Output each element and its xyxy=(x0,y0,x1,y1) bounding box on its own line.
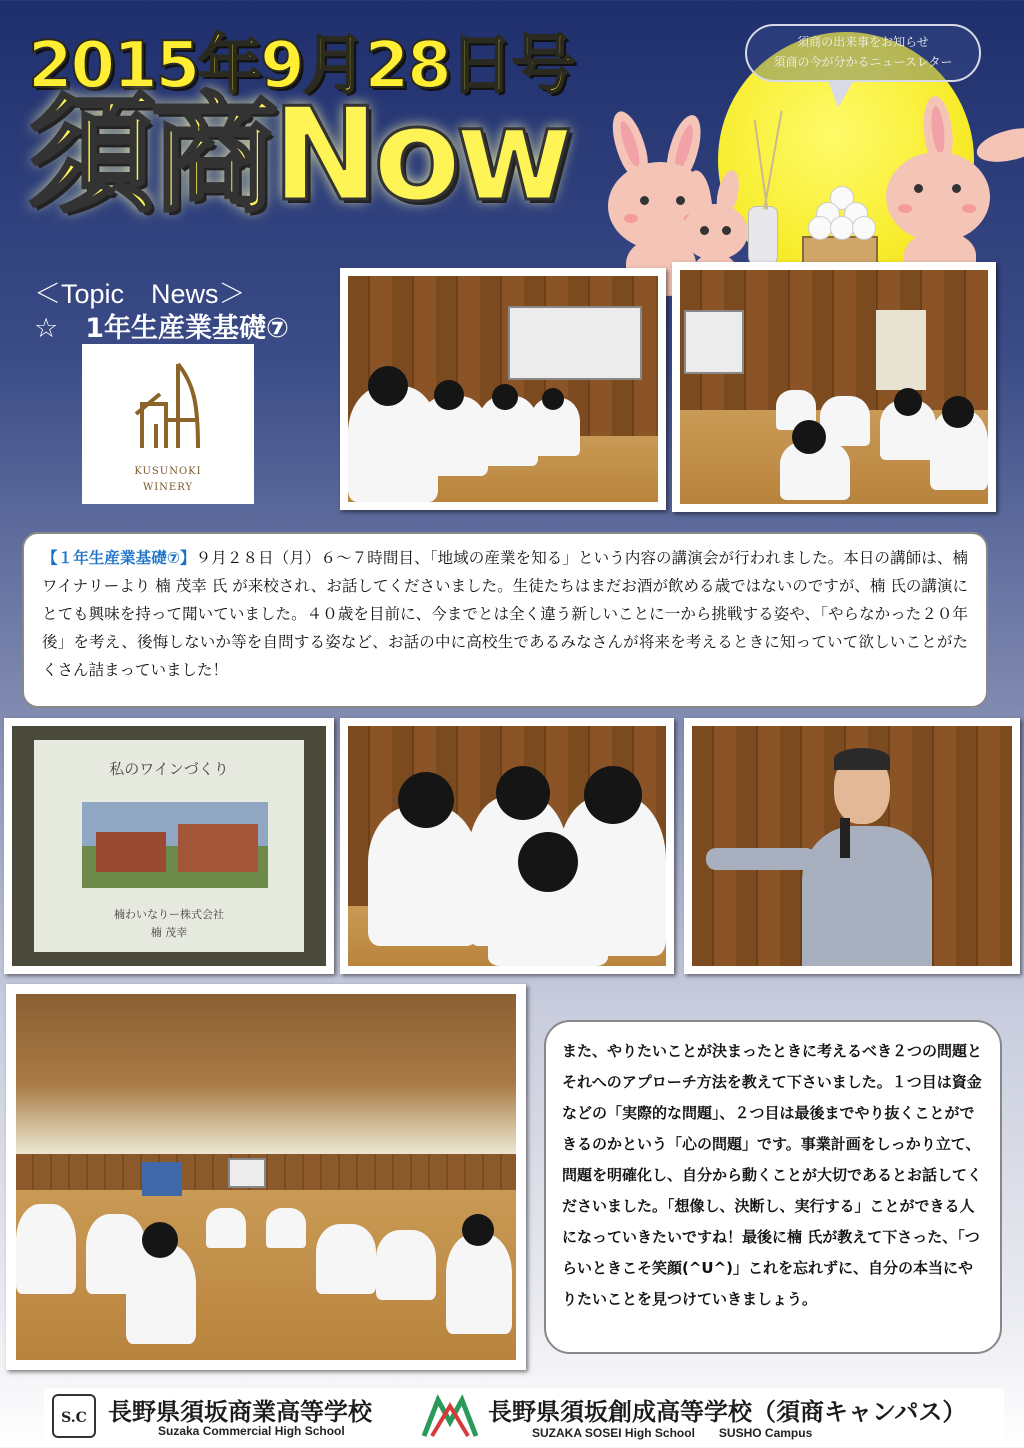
topic-news-label: ＜Topic News＞ xyxy=(34,279,246,309)
issue-date: 2015年9月28日号 xyxy=(28,29,574,103)
slide-title: 私のワインづくり xyxy=(109,760,229,778)
winery-name-line2: WINERY xyxy=(142,482,194,493)
article-heading: 【１年生産業基礎⑦】 xyxy=(42,549,196,567)
article-industry-basics xyxy=(22,532,988,708)
slide-speaker: 楠 茂幸 xyxy=(150,926,188,939)
tagline-bubble xyxy=(745,24,981,82)
school2-name-ja: 長野県須坂創成高等学校（須商キャンパス） xyxy=(488,1398,967,1426)
rabbit-illustration-right xyxy=(880,96,1016,286)
photo-lecture-students-2 xyxy=(672,262,996,512)
school1-name-ja: 長野県須坂商業高等学校 xyxy=(108,1398,372,1426)
tagline-bubble-tail xyxy=(828,80,854,108)
footer-school-banner xyxy=(44,1388,1004,1444)
sosei-logo-icon xyxy=(420,1392,480,1442)
photo-presentation-slide xyxy=(4,718,334,974)
tagline-line2: 須商の今が分かるニュースレター xyxy=(773,55,953,69)
dango-pile-illustration xyxy=(808,186,874,238)
masthead-title: 須商Now xyxy=(28,81,568,230)
photo-students-back xyxy=(340,718,674,974)
slide-building-photo xyxy=(82,802,268,888)
article-body: ９月２８日（月）６～７時間目、「地域の産業を知る」という内容の講演会が行われました。本日の講師は、楠ワイナリーより 楠 茂幸 氏 が来校され、お話してくださいました。生徒たちはまだお酒が飲める歳ではないのですが、楠 氏の講演にとても興味を持って聞いていました。４０歳を目前に、今までとは全く違う新しいことに一から挑戦する姿や、「やらなかった２０年後」を考え、後悔しないか等を自問する姿など、お話の中に高校生であるみなさんが将来を考えるときに知っていて欲しいことがたくさん詰まっていました！ xyxy=(42,549,968,679)
winery-name-line1: KUSUNOKI xyxy=(134,466,202,477)
photo-lecture-students-1 xyxy=(340,268,666,510)
school2-name-en: SUZAKA SOSEI High School SUSHO Campus xyxy=(532,1426,813,1440)
school1-name-en: Suzaka Commercial High School xyxy=(158,1424,345,1438)
photo-speaker xyxy=(684,718,1020,974)
photo-gymnasium-wide xyxy=(6,984,526,1370)
topic-item: ☆ 1年生産業基礎⑦ xyxy=(34,313,289,344)
slide-company: 楠わいなりー株式会社 xyxy=(114,908,224,921)
article-continuation: また、やりたいことが決まったときに考えるべき２つの問題とそれへのアプローチ方法を教えて下さいました。１つ目は資金などの「実際的な問題」、２つ目は最後までやり抜くことができるのかという「心の問題」です。事業計画をしっかり立て、問題を明確化し、自分から動くことが大切であるとお話してくださいました。「想像し、決断し、実行する」ことができる人になっていきたいですね！最後に楠 氏が教えて下さった、「つらいときこそ笑顔(^U^)」これを忘れずに、自分の本当にやりたいことを見つけていきましょう。 xyxy=(544,1020,1002,1354)
winery-logo xyxy=(82,344,254,504)
school-crest-icon: S.C xyxy=(52,1394,96,1438)
winery-building-icon xyxy=(82,344,254,464)
vase-illustration xyxy=(748,206,778,268)
tagline-line1: 須商の出来事をお知らせ xyxy=(797,35,929,49)
